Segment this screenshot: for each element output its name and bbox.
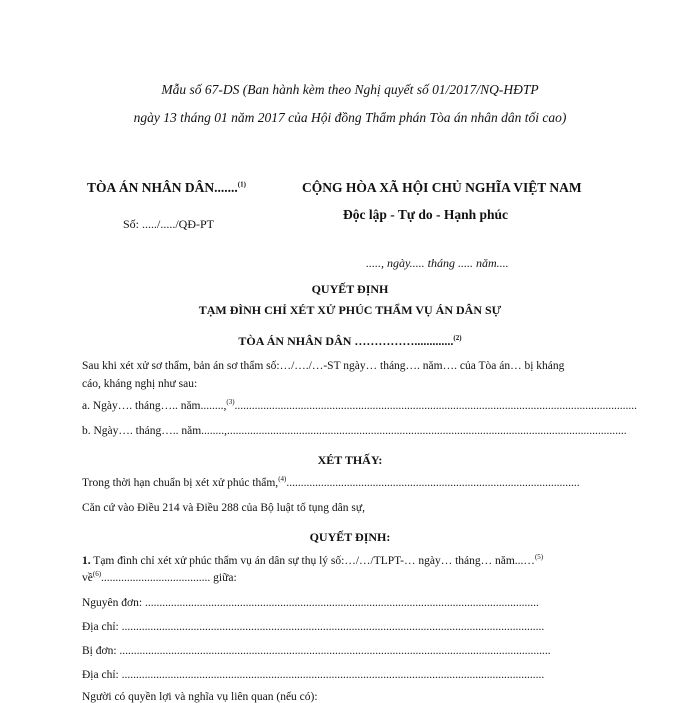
national-title: CỘNG HÒA XÃ HỘI CHỦ NGHĨA VIỆT NAM (302, 180, 582, 195)
legal-basis: Căn cứ vào Điều 214 và Điều 288 của Bộ luật tố tụng dân sự, (82, 502, 365, 514)
appeal-b: b. Ngày…. tháng….. năm........,........................................................................................................................................... (82, 425, 627, 437)
decision-heading: QUYẾT ĐỊNH: (309, 530, 391, 544)
party-defendant (82, 645, 551, 657)
about-rest: ...................................... giữa: (101, 572, 237, 584)
appeal-a (82, 400, 637, 412)
court-name (87, 180, 246, 196)
party-plaintiff-address (82, 621, 544, 633)
party-dots: ................................................................................................................................................... (121, 621, 545, 633)
appeal-footnote-3: (3) (226, 398, 235, 407)
form-header-line2: ngày 13 tháng 01 năm 2017 của Hội đồng Thẩm phán Tòa án nhân dân tối cao) (133, 110, 567, 125)
related-party-line: Người có quyền lợi và nghĩa vụ liên quan (nếu có): (82, 691, 318, 703)
decision-item-1 (82, 555, 543, 567)
court-name-text: TÒA ÁN NHÂN DÂN....... (87, 180, 238, 195)
decision-number: Số: ...../...../QĐ-PT (123, 217, 215, 231)
findings-footnote-4: (4) (278, 475, 287, 484)
appeal-a-dots: ............................................................................................................................................ (234, 400, 638, 412)
party-plaintiff (82, 597, 539, 609)
party-defendant-address (82, 669, 544, 681)
decision-item-1-text: Tạm đình chỉ xét xử phúc thẩm vụ án dân sự thụ lý số:…/…/TLPT-… ngày… tháng… năm...… (90, 555, 535, 567)
party-dots: ......................................................................................................................................... (144, 597, 539, 609)
court-footnote-1: (1) (237, 180, 246, 189)
form-header-line1: Mẫu số 67-DS (Ban hành kèm theo Nghị quyết số 01/2017/NQ-HĐTP (161, 82, 539, 97)
findings-dots: ...................................................................................................... (286, 477, 580, 489)
document-title: QUYẾT ĐỊNH (311, 282, 389, 296)
issue-date: ....., ngày..... tháng ..... năm.... (366, 256, 509, 270)
national-motto: Độc lập - Tự do - Hạnh phúc (343, 207, 509, 222)
intro-line-1: Sau khi xét xử sơ thẩm, bản án sơ thẩm số:…/…./…-ST ngày… tháng…. năm…. của Tòa án… bị kháng (82, 360, 565, 372)
about-footnote-6: (6) (92, 570, 102, 579)
decision-footnote-5: (5) (534, 553, 544, 562)
party-dots: ................................................................................................................................................... (121, 669, 545, 681)
appeal-a-text: a. Ngày…. tháng….. năm........, (82, 400, 227, 412)
document-subtitle: TẠM ĐÌNH CHỈ XÉT XỬ PHÚC THẨM VỤ ÁN DÂN SỰ (198, 303, 502, 317)
decision-item-1-number: 1. (82, 555, 91, 567)
court-heading-text: TÒA ÁN NHÂN DÂN ……………............. (238, 334, 454, 348)
party-dots: ...................................................................................................................................................... (119, 645, 551, 657)
about-prefix: về (82, 572, 93, 584)
court-heading (0, 334, 700, 349)
findings-line (82, 477, 580, 489)
party-label: Địa chỉ: (82, 621, 122, 633)
intro-line-2: cáo, kháng nghị như sau: (82, 378, 198, 390)
findings-heading: XÉT THẤY: (317, 453, 383, 467)
party-label: Nguyên đơn: (82, 597, 145, 609)
findings-text: Trong thời hạn chuẩn bị xét xử phúc thẩm, (82, 477, 279, 489)
court-footnote-2: (2) (453, 334, 462, 342)
party-label: Bị đơn: (82, 645, 120, 657)
party-label: Địa chỉ: (82, 669, 122, 681)
decision-item-1-about (82, 572, 237, 584)
